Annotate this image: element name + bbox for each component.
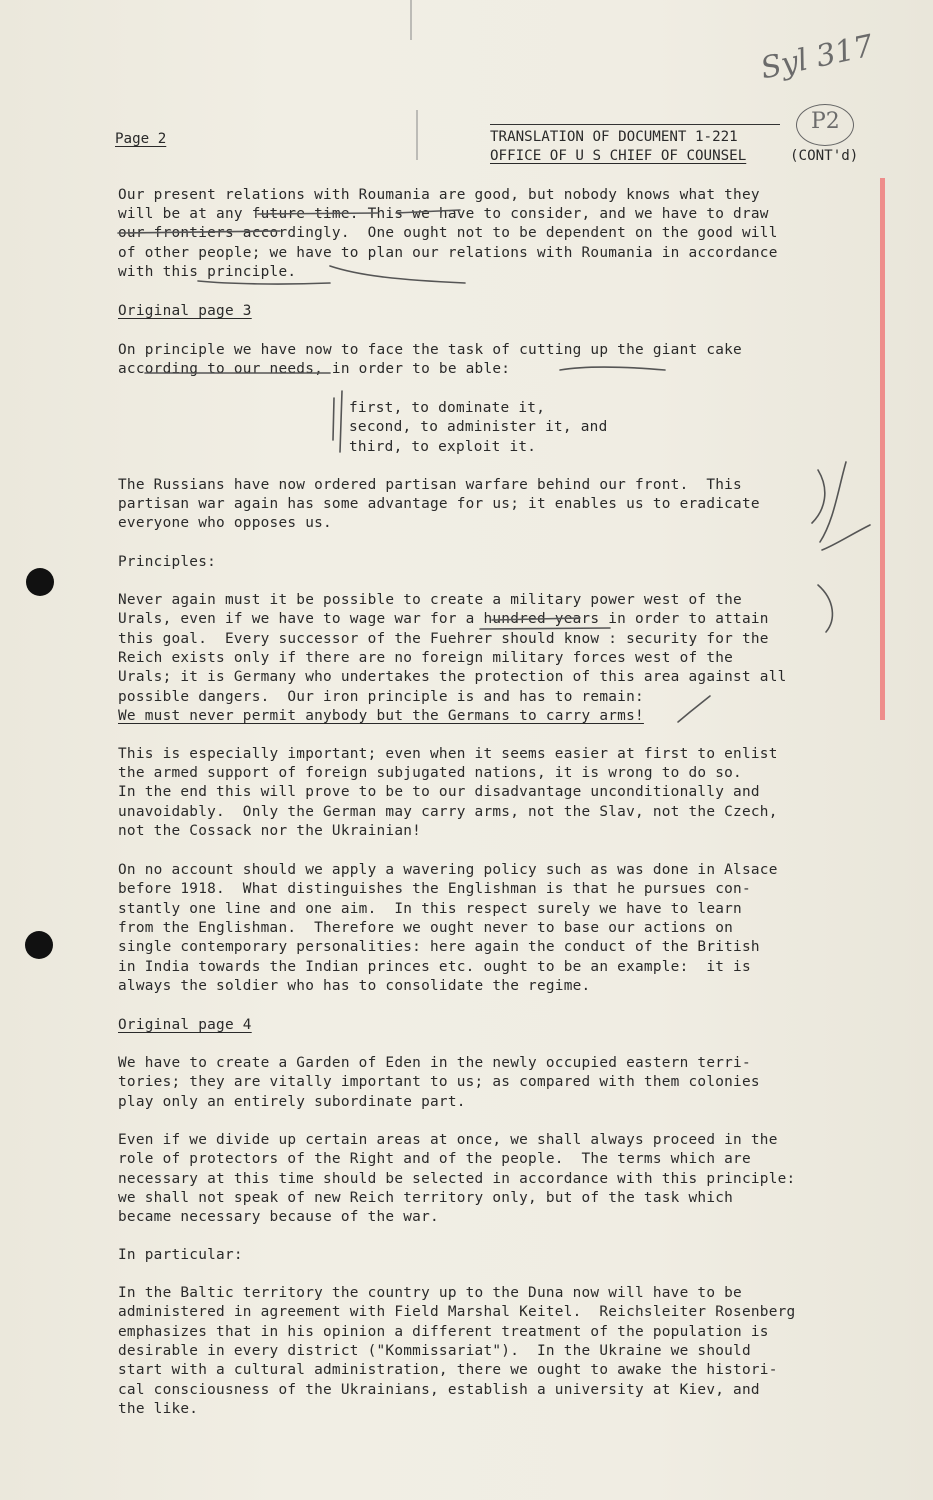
body-line: everyone who opposes us. (118, 515, 332, 531)
body-line: tories; they are vitally important to us; as compared with them colonies (118, 1074, 760, 1090)
body-line: single contemporary personalities: here again the conduct of the British (118, 939, 760, 955)
body-line: not the Cossack nor the Ukrainian! (118, 823, 422, 839)
body-line: stantly one line and one aim. In this respect surely we have to learn (118, 901, 742, 917)
body-line: play only an entirely subordinate part. (118, 1094, 466, 1110)
punch-hole (26, 568, 54, 596)
body-line: became necessary because of the war. (118, 1209, 439, 1225)
body-line: according to our needs, in order to be able: (118, 361, 511, 377)
list-item: third, to exploit it. (349, 439, 537, 455)
body-line: will be at any future time. This we have to consider, and we have to draw (118, 206, 769, 222)
section-heading: Principles: (118, 554, 217, 570)
body-line: We have to create a Garden of Eden in the newly occupied eastern terri- (118, 1055, 751, 1071)
body-line: start with a cultural administration, there we ought to awake the histori- (118, 1362, 778, 1378)
document-title-suffix: (CONT'd) (790, 148, 859, 164)
body-line: partisan war again has some advantage for us; it enables us to eradicate (118, 496, 760, 512)
body-line: possible dangers. Our iron principle is and has to remain: (118, 689, 644, 705)
handwritten-annotation-top: Syl 317 (757, 28, 877, 87)
body-line: this goal. Every successor of the Fuehrer should know : security for the (118, 631, 769, 647)
page-label: Page 2 (115, 131, 167, 147)
list-item: first, to dominate it, (349, 400, 546, 416)
body-line: On no account should we apply a wavering policy such as was done in Alsace (118, 862, 778, 878)
document-title-line1: TRANSLATION OF DOCUMENT 1-221 (490, 129, 738, 145)
body-line: with this principle. (118, 264, 297, 280)
body-line: emphasizes that in his opinion a different treatment of the population is (118, 1324, 769, 1340)
body-line: before 1918. What distinguishes the Englishman is that he pursues con- (118, 881, 751, 897)
body-line: unavoidably. Only the German may carry arms, not the Slav, not the Czech, (118, 804, 778, 820)
body-line: On principle we have now to face the task of cutting up the giant cake (118, 342, 742, 358)
body-line: Urals, even if we have to wage war for a hundred years in order to attain (118, 611, 769, 627)
body-line: the armed support of foreign subjugated nations, it is wrong to do so. (118, 765, 742, 781)
body-line: role of protectors of the Right and of the people. The terms which are (118, 1151, 751, 1167)
body-line: from the Englishman. Therefore we ought never to base our actions on (118, 920, 734, 936)
body-line: Never again must it be possible to create a military power west of the (118, 592, 742, 608)
list-item: second, to administer it, and (349, 419, 608, 435)
punch-hole (25, 931, 53, 959)
body-line: The Russians have now ordered partisan warfare behind our front. This (118, 477, 742, 493)
section-heading: Original page 4 (118, 1017, 252, 1033)
body-line: in India towards the Indian princes etc. ought to be an example: it is (118, 959, 751, 975)
body-line: Reich exists only if there are no foreign military forces west of the (118, 650, 734, 666)
document-title-line2: OFFICE OF U S CHIEF OF COUNSEL (490, 148, 747, 164)
circled-annotation-text: P2 (811, 109, 840, 134)
section-heading: Original page 3 (118, 303, 252, 319)
body-line: Our present relations with Roumania are good, but nobody knows what they (118, 187, 760, 203)
emphasized-line: We must never permit anybody but the Germans to carry arms! (118, 708, 644, 724)
body-line: cal consciousness of the Ukrainians, establish a university at Kiev, and (118, 1382, 760, 1398)
body-line: Even if we divide up certain areas at once, we shall always proceed in the (118, 1132, 778, 1148)
body-line: administered in agreement with Field Marshal Keitel. Reichsleiter Rosenberg (118, 1304, 796, 1320)
body-line: necessary at this time should be selected in accordance with this principle: (118, 1171, 796, 1187)
body-line: of other people; we have to plan our relations with Roumania in accordance (118, 245, 778, 261)
body-line: This is especially important; even when it seems easier at first to enlist (118, 746, 778, 762)
body-line: our frontiers accordingly. One ought not to be dependent on the good will (118, 225, 778, 241)
body-line: desirable in every district ("Kommissariat"). In the Ukraine we should (118, 1343, 751, 1359)
body-line: the like. (118, 1401, 199, 1417)
section-heading: In particular: (118, 1247, 243, 1263)
body-line: always the soldier who has to consolidate the regime. (118, 978, 591, 994)
body-line: In the end this will prove to be to our disadvantage unconditionally and (118, 784, 760, 800)
circled-annotation (796, 104, 854, 146)
body-line: we shall not speak of new Reich territory only, but of the task which (118, 1190, 734, 1206)
title-rule (490, 124, 780, 125)
body-line: In the Baltic territory the country up to the Duna now will have to be (118, 1285, 742, 1301)
body-line: Urals; it is Germany who undertakes the protection of this area against all (118, 669, 787, 685)
red-margin-mark (880, 178, 885, 720)
